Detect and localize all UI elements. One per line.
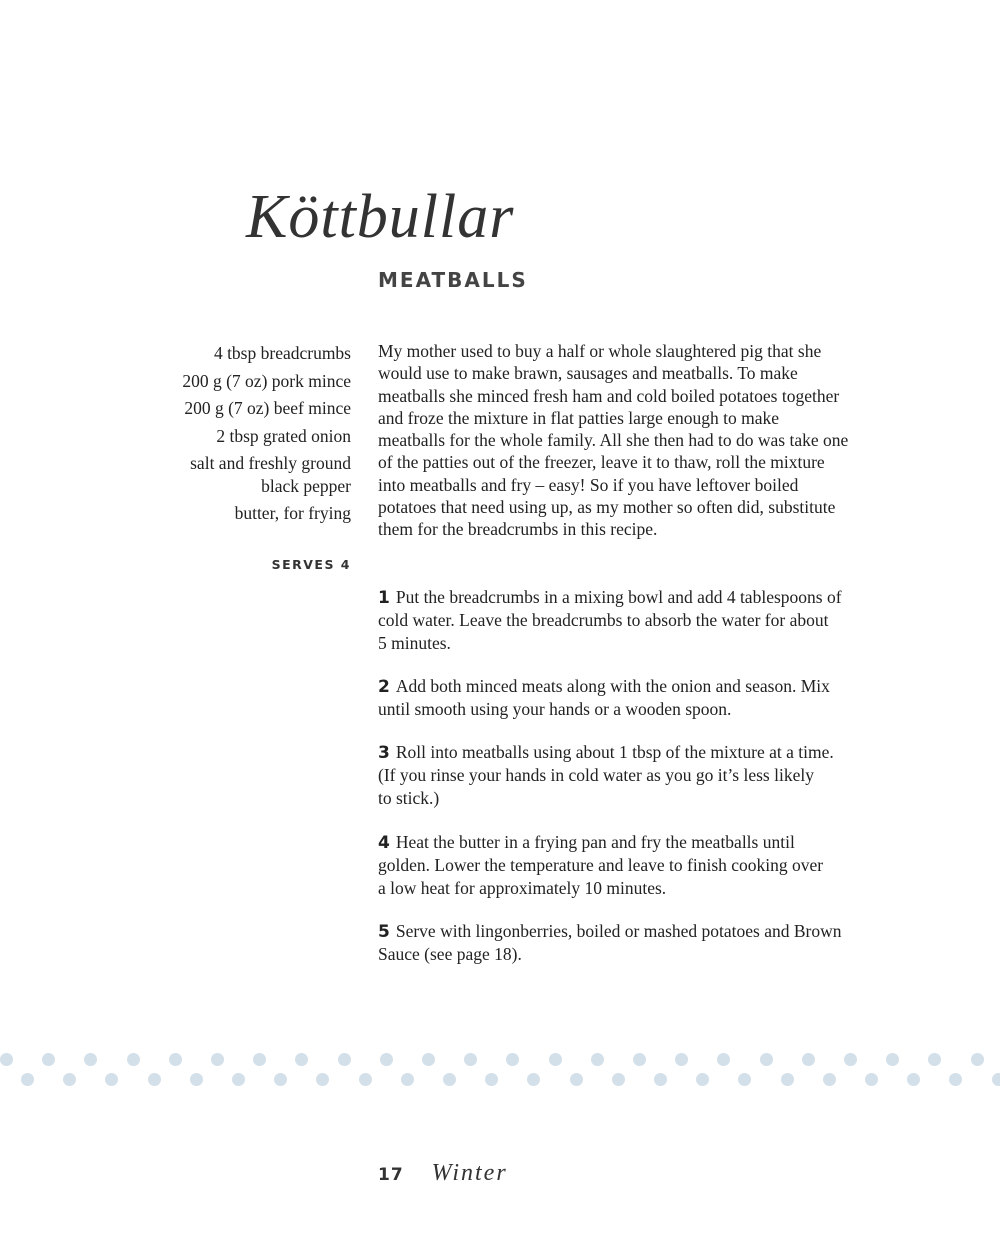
step-text: (If you rinse your hands in cold water as you go it’s less likely — [378, 765, 814, 786]
dot — [105, 1073, 118, 1086]
step-text: Add both minced meats along with the onion and season. Mix — [395, 676, 830, 696]
step-text: to stick.) — [378, 787, 440, 808]
ingredient-item — [182, 425, 351, 448]
dot — [527, 1073, 540, 1086]
dot — [316, 1073, 329, 1086]
step-line — [378, 787, 834, 809]
step-line — [378, 741, 834, 764]
dot — [570, 1073, 583, 1086]
step-line — [378, 943, 842, 965]
page-number: 17 — [378, 1165, 404, 1185]
dot — [359, 1073, 372, 1086]
dot — [738, 1073, 751, 1086]
dot — [295, 1053, 308, 1066]
dot — [0, 1053, 13, 1066]
recipe-subtitle: MEATBALLS — [378, 268, 528, 292]
dot — [464, 1053, 477, 1066]
dot — [907, 1073, 920, 1086]
step-text: Serve with lingonberries, boiled or mashed potatoes and Brown — [395, 921, 842, 941]
step-line — [378, 764, 834, 786]
dot — [781, 1073, 794, 1086]
dot — [127, 1053, 140, 1066]
step-text: Put the breadcrumbs in a mixing bowl and add 4 tablespoons of — [395, 587, 842, 607]
page-footer — [378, 1160, 508, 1187]
ingredient-item — [182, 502, 351, 525]
step-text: golden. Lower the temperature and leave to finish cooking over — [378, 855, 824, 876]
dot — [274, 1073, 287, 1086]
dot — [549, 1053, 562, 1066]
step-number: 1 — [378, 588, 390, 608]
dot — [211, 1053, 224, 1066]
dot — [506, 1053, 519, 1066]
ingredient-line: salt and freshly ground — [190, 453, 351, 473]
dot — [253, 1053, 266, 1066]
intro-line: into meatballs and fry – easy! So if you have leftover boiled — [378, 474, 799, 495]
ingredient-item — [182, 452, 351, 497]
step-text: Sauce (see page 18). — [378, 944, 522, 965]
dot — [84, 1053, 97, 1066]
step-text: Heat the butter in a frying pan and fry the meatballs until — [395, 832, 795, 852]
dot — [675, 1053, 688, 1066]
dot — [21, 1073, 34, 1086]
dot — [886, 1053, 899, 1066]
method-step — [378, 741, 834, 809]
dot — [380, 1053, 393, 1066]
step-line — [378, 675, 830, 698]
intro-paragraph — [378, 340, 918, 541]
intro-line: them for the breadcrumbs in this recipe. — [378, 519, 658, 540]
ingredient-line: 2 tbsp grated onion — [216, 425, 351, 446]
dot — [443, 1073, 456, 1086]
step-text: until smooth using your hands or a wooden spoon. — [378, 699, 732, 720]
ingredient-line: butter, for frying — [234, 503, 351, 523]
ingredient-line: black pepper — [261, 475, 351, 496]
dot — [232, 1073, 245, 1086]
intro-line: of the patties out of the freezer, leave it to thaw, roll the mixture — [378, 452, 825, 473]
intro-line: meatballs she minced fresh ham and cold boiled potatoes together — [378, 385, 840, 406]
step-line — [378, 632, 842, 654]
dot — [485, 1073, 498, 1086]
dot — [42, 1053, 55, 1066]
method-step — [378, 586, 842, 654]
dot — [591, 1053, 604, 1066]
step-line — [378, 698, 830, 720]
dot — [823, 1073, 836, 1086]
ingredient-item — [182, 397, 351, 420]
dot — [338, 1053, 351, 1066]
dot — [148, 1073, 161, 1086]
intro-line: My mother used to buy a half or whole slaughtered pig that she — [378, 341, 822, 361]
section-name: Winter — [431, 1160, 508, 1186]
dot — [844, 1053, 857, 1066]
dot — [717, 1053, 730, 1066]
step-text: cold water. Leave the breadcrumbs to absorb the water for about — [378, 610, 829, 631]
dot — [802, 1053, 815, 1066]
step-text: a low heat for approximately 10 minutes. — [378, 877, 667, 898]
step-number: 2 — [378, 677, 390, 697]
step-text: 5 minutes. — [378, 632, 451, 653]
ingredient-item — [182, 370, 351, 393]
intro-line: potatoes that need using up, as my mother so often did, substitute — [378, 497, 836, 518]
step-line — [378, 854, 823, 876]
dot — [949, 1073, 962, 1086]
method-step — [378, 675, 830, 721]
step-text: Roll into meatballs using about 1 tbsp of the mixture at a time. — [395, 742, 834, 762]
dot — [422, 1053, 435, 1066]
dot — [971, 1053, 984, 1066]
dot — [654, 1073, 667, 1086]
step-number: 4 — [378, 833, 390, 853]
dot — [992, 1073, 1000, 1086]
step-line — [378, 831, 823, 854]
step-number: 5 — [378, 922, 390, 942]
step-line — [378, 920, 842, 943]
dot — [928, 1053, 941, 1066]
dot — [63, 1073, 76, 1086]
dot — [169, 1053, 182, 1066]
dot — [401, 1073, 414, 1086]
step-line — [378, 586, 842, 609]
dot — [696, 1073, 709, 1086]
dot — [865, 1073, 878, 1086]
recipe-title: Köttbullar — [246, 183, 515, 251]
intro-line: would use to make brawn, sausages and meatballs. To make — [378, 363, 798, 384]
dot — [612, 1073, 625, 1086]
method-step — [378, 831, 823, 899]
step-line — [378, 877, 823, 899]
step-line — [378, 609, 842, 631]
ingredient-line: 200 g (7 oz) beef mince — [184, 398, 351, 418]
ingredient-line: 4 tbsp breadcrumbs — [213, 343, 351, 363]
intro-line: and froze the mixture in flat patties large enough to make — [378, 407, 780, 428]
ingredients-list — [182, 342, 351, 530]
method-step — [378, 920, 842, 966]
dot — [633, 1053, 646, 1066]
ingredient-line: 200 g (7 oz) pork mince — [182, 370, 351, 391]
dot — [760, 1053, 773, 1066]
intro-line: meatballs for the whole family. All she then had to do was take one — [378, 430, 849, 451]
ingredient-item — [182, 342, 351, 365]
step-number: 3 — [378, 743, 390, 763]
dot — [190, 1073, 203, 1086]
serves-label: SERVES 4 — [271, 557, 351, 572]
